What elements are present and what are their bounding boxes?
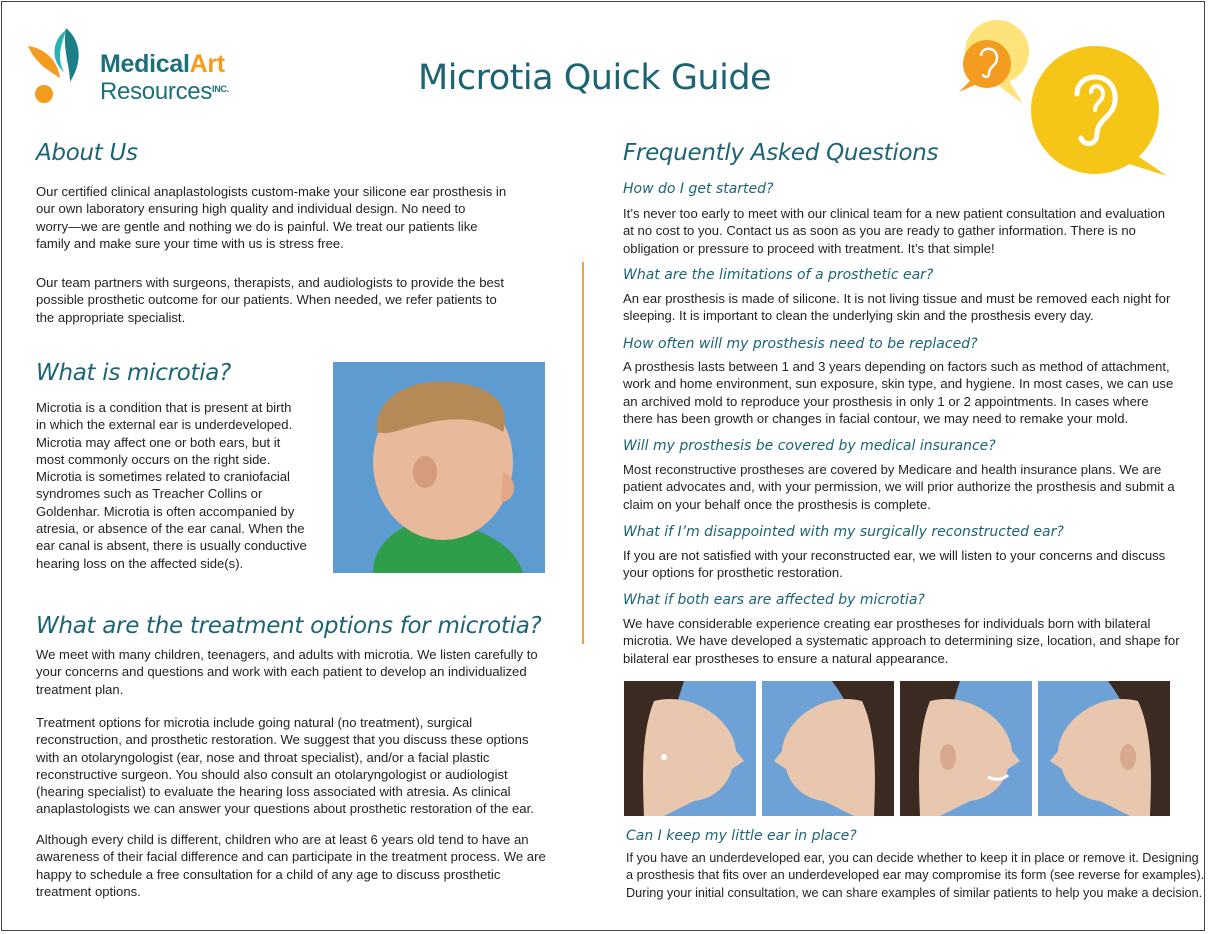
- page-title: Microtia Quick Guide: [418, 58, 772, 98]
- faq-question-7: Can I keep my little ear in place?: [626, 828, 857, 844]
- treatment-options-heading: What are the treatment options for microtia?: [36, 613, 542, 639]
- about-paragraph-2: Our team partners with surgeons, therapists, and audiologists to provide the best possible prosthetic outcome for our patients. When needed, we refer patients to the appropriate specialist.: [36, 275, 504, 325]
- faq-answer-1: It’s never too early to meet with our clinical team for a new patient consultation and evaluation at no cost to you. Contact us as soon as you are ready to gather information. There is no obligation or pressure to proceed with treatment. It’s that simple!: [623, 206, 1165, 256]
- treatment-paragraph-3: Although every child is different, children who are at least 6 years old tend to have an awareness of their facial difference and can participate in the treatment process. We are happy to schedule a free consultation for a child of any age to discuss prosthetic treatment options.: [36, 832, 546, 899]
- column-divider: [582, 262, 584, 644]
- patient-photo-3: [900, 681, 1032, 816]
- faq-answer-7: If you have an underdeveloped ear, you can decide whether to keep it in place or remove it. Designing a prosthesis that fits over an underdeveloped ear may compromise its form (see reverse for examples). During your initial consultation, we can share examples of similar patients to help you make a decision.: [626, 851, 1205, 900]
- faq-question-5: What if I’m disappointed with my surgically reconstructed ear?: [623, 524, 1064, 540]
- boy-profile-photo: [333, 362, 545, 573]
- company-logo: [26, 26, 266, 108]
- faq-question-1: How do I get started?: [623, 181, 774, 197]
- faq-answer-6: We have considerable experience creating ear prostheses for individuals born with bilateral microtia. We have developed a systematic approach to determining size, location, and shape for bilateral ear prostheses to ensure a natural appearance.: [623, 616, 1180, 666]
- faq-answer-3: A prosthesis lasts between 1 and 3 years depending on factors such as method of attachment, work and home environment, sun exposure, skin type, and hygiene. In most cases, we can use an archived mold to reproduce your prosthesis in only 1 or 2 appointments. In cases where there has been growth or changes in facial contour, we may need to remake your mold.: [623, 359, 1174, 426]
- faq-question-6: What if both ears are affected by microtia?: [623, 592, 925, 608]
- what-is-microtia-heading: What is microtia?: [36, 360, 232, 386]
- about-heading: About Us: [36, 140, 138, 166]
- logo-mark-icon: [26, 26, 100, 108]
- faq-answer-5: If you are not satisfied with your reconstructed ear, we will listen to your concerns and discuss your options for prosthetic restoration.: [623, 548, 1166, 581]
- patient-photo-1: [624, 681, 756, 816]
- faq-question-2: What are the limitations of a prosthetic ear?: [623, 267, 934, 283]
- faq-heading: Frequently Asked Questions: [623, 140, 939, 166]
- patient-photo-2: [762, 681, 894, 816]
- faq-question-3: How often will my prosthesis need to be replaced?: [623, 336, 978, 352]
- faq-question-4: Will my prosthesis be covered by medical insurance?: [623, 438, 996, 454]
- ear-speech-bubbles-icon: [945, 14, 1185, 179]
- faq-answer-2: An ear prosthesis is made of silicone. It is not living tissue and must be removed each night for sleeping. It is important to clean the underlying skin and the prosthesis every day.: [623, 291, 1171, 324]
- about-paragraph-1: Our certified clinical anaplastologists custom-make your silicone ear prosthesis in our own laboratory ensuring high quality and individual design. No need to worry—we are gentle and nothing we do is painful. We treat our patients like family and make sure your time with us is stress free.: [36, 184, 507, 251]
- treatment-paragraph-1: We meet with many children, teenagers, and adults with microtia. We listen carefully to your concerns and questions and work with each patient to develop an individualized treatment plan.: [36, 647, 538, 697]
- faq-answer-4: Most reconstructive prostheses are covered by Medicare and health insurance plans. We are patient advocates and, with your permission, we will prior authorize the prosthesis and submit a claim on your behalf once the prosthesis is complete.: [623, 462, 1175, 512]
- logo-wordmark: MedicalArt: [100, 50, 225, 78]
- logo-subline: Resources$^{INC.}$: [100, 78, 229, 105]
- what-is-microtia-text: Microtia is a condition that is present at birth in which the external ear is underdeveloped. Microtia may affect one or both ears, but it most commonly occurs on the right side. Microtia is sometimes related to craniofacial syndromes such as Treacher Collins or Goldenhar. Microtia is often accompanied by atresia, or absence of the ear canal. When the ear canal is absent, there is usually conductive hearing loss on the affected side(s).: [36, 400, 307, 571]
- patient-photo-4: [1038, 681, 1170, 816]
- treatment-paragraph-2: Treatment options for microtia include going natural (no treatment), surgical reconstruction, and prosthetic restoration. We suggest that you discuss these options with an otolaryngologist (ear, nose and throat specialist), and/or a facial plastic reconstructive surgeon. You should also consult an otolaryngologist or audiologist (hearing specialist) to evaluate the hearing loss associated with atresia. As clinical anaplastologists we can answer your questions about prosthetic restoration of the ear.: [36, 715, 534, 817]
